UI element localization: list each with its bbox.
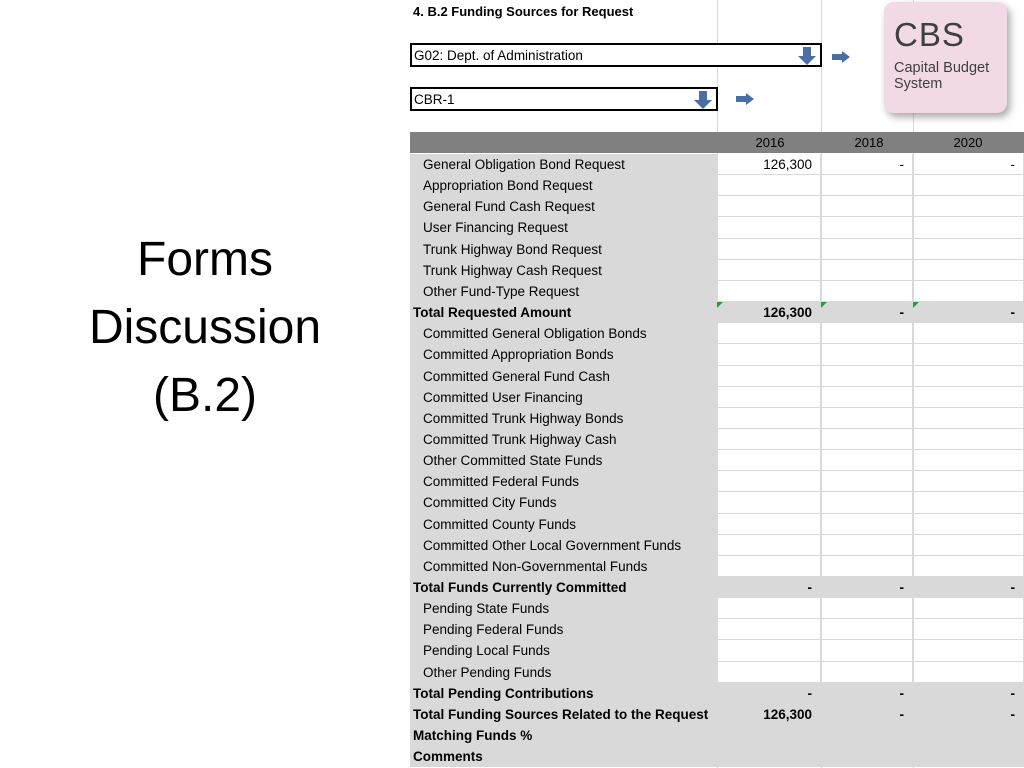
value-cell-2016[interactable]	[717, 598, 821, 619]
row-label: Committed Trunk Highway Cash	[410, 429, 717, 450]
value-cell-2018[interactable]	[821, 239, 913, 260]
value-cell-2020[interactable]	[913, 492, 1024, 513]
right-arrow-icon[interactable]	[736, 93, 754, 105]
cbs-logo	[884, 2, 1007, 113]
row-label: Committed Appropriation Bonds	[410, 344, 717, 365]
value-cell-2016[interactable]	[717, 746, 821, 767]
year-header-bar	[410, 132, 1024, 153]
slide-title	[60, 226, 350, 430]
row-cells	[717, 239, 1024, 260]
value-cell-2020[interactable]	[913, 260, 1024, 281]
row-cells	[717, 598, 1024, 619]
value-cell-2016[interactable]	[717, 725, 821, 746]
row-label: Committed User Financing	[410, 387, 717, 408]
table-row	[410, 471, 1024, 492]
row-label: Trunk Highway Cash Request	[410, 260, 717, 281]
value-cell-2016[interactable]	[717, 492, 821, 513]
value-cell-2016[interactable]	[717, 196, 821, 217]
value-cell-2020[interactable]	[913, 514, 1024, 535]
table-row	[410, 154, 1024, 175]
row-label: Trunk Highway Bond Request	[410, 239, 717, 260]
table-row	[410, 619, 1024, 640]
row-label: Committed Non-Governmental Funds	[410, 556, 717, 577]
value-cell-2020[interactable]	[913, 408, 1024, 429]
row-cells	[717, 175, 1024, 196]
value-cell-2020[interactable]	[913, 535, 1024, 556]
value-cell-2018[interactable]	[821, 196, 913, 217]
value-cell-2018[interactable]	[821, 535, 913, 556]
value-cell-2016[interactable]: 126,300	[763, 305, 812, 321]
row-cells	[717, 344, 1024, 365]
value-cell-2018[interactable]	[821, 619, 913, 640]
value-cell-2020[interactable]	[913, 598, 1024, 619]
row-cells	[717, 640, 1024, 661]
row-label: General Fund Cash Request	[410, 196, 717, 217]
row-label: Committed Other Local Government Funds	[410, 535, 717, 556]
row-cells	[717, 196, 1024, 217]
table-row	[410, 662, 1024, 683]
value-cell-2016[interactable]	[717, 450, 821, 471]
comment-indicator-icon	[913, 302, 919, 308]
comment-indicator-icon	[821, 302, 827, 308]
row-cells	[717, 619, 1024, 640]
value-cell-2016[interactable]	[717, 556, 821, 577]
value-cell-2016[interactable]: 126,300	[763, 706, 812, 722]
row-label: Committed City Funds	[410, 492, 717, 513]
row-label: Total Funds Currently Committed	[410, 577, 717, 598]
table-row	[410, 492, 1024, 513]
row-cells	[717, 323, 1024, 344]
row-cells	[717, 387, 1024, 408]
table-row	[410, 196, 1024, 217]
value-cell-2020[interactable]	[913, 619, 1024, 640]
section-title: 4. B.2 Funding Sources for Request	[413, 4, 634, 19]
value-cell-2018[interactable]: -	[899, 706, 904, 722]
year-header-1: 2016	[755, 135, 785, 150]
value-cell-2020[interactable]: -	[1010, 706, 1015, 722]
value-cell-2016[interactable]	[717, 344, 821, 365]
value-cell-2016[interactable]	[717, 662, 821, 683]
table-row	[410, 344, 1024, 365]
table-total-row	[410, 725, 1024, 746]
value-cell-2018[interactable]: -	[899, 580, 904, 595]
value-cell-2020[interactable]	[913, 281, 1024, 302]
table-row	[410, 281, 1024, 302]
value-cell-2016[interactable]	[717, 260, 821, 281]
value-cell-2020[interactable]	[913, 366, 1024, 387]
table-total-row	[410, 746, 1024, 767]
value-cell-2018[interactable]: -	[899, 685, 904, 701]
value-cell-2020[interactable]: -	[1010, 305, 1015, 321]
row-label: Total Funding Sources Related to the Request	[410, 704, 717, 725]
value-cell-2020[interactable]: -	[1010, 580, 1015, 595]
value-cell-2018[interactable]	[821, 598, 913, 619]
agency-dropdown-value: G02: Dept. of Administration	[414, 48, 583, 63]
value-cell-2020[interactable]: -	[913, 154, 1024, 175]
row-cells	[717, 450, 1024, 471]
row-cells	[717, 366, 1024, 387]
value-cell-2016[interactable]	[717, 281, 821, 302]
value-cell-2018[interactable]	[821, 323, 913, 344]
table-row	[410, 387, 1024, 408]
row-label: Total Pending Contributions	[410, 683, 717, 704]
value-cell-2016[interactable]	[717, 514, 821, 535]
value-cell-2016[interactable]: 126,300	[717, 154, 821, 175]
down-arrow-icon	[797, 46, 817, 66]
table-row	[410, 366, 1024, 387]
value-cell-2018[interactable]	[821, 366, 913, 387]
value-cell-2018[interactable]	[821, 429, 913, 450]
table-row	[410, 175, 1024, 196]
table-row	[410, 535, 1024, 556]
row-label: Committed Federal Funds	[410, 471, 717, 492]
row-label: Other Fund-Type Request	[410, 281, 717, 302]
value-cell-2016[interactable]	[717, 175, 821, 196]
value-cell-2016[interactable]	[717, 535, 821, 556]
comment-indicator-icon	[717, 302, 723, 308]
row-cells	[717, 514, 1024, 535]
value-cell-2020[interactable]	[913, 323, 1024, 344]
row-label: Other Committed State Funds	[410, 450, 717, 471]
value-cell-2018[interactable]	[821, 175, 913, 196]
slide-title-line-3: (B.2)	[152, 369, 257, 422]
value-cell-2020[interactable]: -	[1010, 685, 1015, 701]
row-label: Pending State Funds	[410, 598, 717, 619]
value-cell-2018[interactable]	[821, 408, 913, 429]
row-cells	[717, 662, 1024, 683]
value-cell-2018[interactable]	[821, 344, 913, 365]
row-cells	[717, 154, 1024, 175]
value-cell-2018[interactable]	[821, 450, 913, 471]
slide-title-line-1: Forms	[137, 233, 273, 286]
row-cells	[717, 683, 1024, 704]
row-cells	[717, 577, 1024, 598]
table-row	[410, 598, 1024, 619]
value-cell-2016[interactable]	[717, 323, 821, 344]
value-cell-2016[interactable]	[717, 217, 821, 238]
value-cell-2016[interactable]	[717, 471, 821, 492]
value-cell-2016[interactable]	[717, 429, 821, 450]
row-label: Pending Local Funds	[410, 640, 717, 661]
table-total-row	[410, 577, 1024, 598]
value-cell-2020[interactable]	[913, 450, 1024, 471]
value-cell-2020[interactable]	[913, 662, 1024, 683]
value-cell-2016[interactable]	[717, 408, 821, 429]
value-cell-2018[interactable]	[821, 260, 913, 281]
row-label: Comments	[410, 746, 717, 767]
spreadsheet	[410, 0, 1024, 768]
value-cell-2018[interactable]	[821, 281, 913, 302]
value-cell-2020[interactable]	[913, 725, 1024, 746]
row-cells	[717, 556, 1024, 577]
slide-title-line-2: Discussion	[88, 301, 322, 354]
logo-subtitle-line-2: System	[894, 76, 943, 92]
table-total-row	[410, 704, 1024, 725]
value-cell-2020[interactable]	[913, 217, 1024, 238]
value-cell-2020[interactable]	[913, 746, 1024, 767]
value-cell-2018[interactable]	[821, 514, 913, 535]
row-label: General Obligation Bond Request	[410, 154, 717, 175]
logo-main-text: CBS	[894, 16, 965, 53]
value-cell-2020[interactable]	[913, 471, 1024, 492]
row-cells	[717, 281, 1024, 302]
right-arrow-icon[interactable]	[832, 51, 850, 63]
value-cell-2020[interactable]	[913, 175, 1024, 196]
project-dropdown[interactable]	[410, 87, 718, 111]
row-cells	[717, 725, 1024, 746]
value-cell-2018[interactable]	[821, 662, 913, 683]
value-cell-2018[interactable]	[821, 471, 913, 492]
value-cell-2016[interactable]: -	[807, 580, 812, 595]
row-label: Total Requested Amount	[410, 302, 717, 323]
row-label: Pending Federal Funds	[410, 619, 717, 640]
row-label: Committed General Fund Cash	[410, 366, 717, 387]
table-row	[410, 450, 1024, 471]
row-label: User Financing Request	[410, 217, 717, 238]
table-total-row	[410, 683, 1024, 704]
row-cells	[717, 471, 1024, 492]
row-label: Appropriation Bond Request	[410, 175, 717, 196]
value-cell-2016[interactable]	[717, 366, 821, 387]
table-row	[410, 429, 1024, 450]
row-label: Committed General Obligation Bonds	[410, 323, 717, 344]
value-cell-2018[interactable]	[821, 725, 913, 746]
value-cell-2020[interactable]	[913, 196, 1024, 217]
table-row	[410, 217, 1024, 238]
value-cell-2020[interactable]	[913, 239, 1024, 260]
table-row	[410, 408, 1024, 429]
row-cells	[717, 704, 1024, 725]
table-row	[410, 640, 1024, 661]
logo-subtitle	[894, 60, 989, 92]
table-row	[410, 323, 1024, 344]
value-cell-2020[interactable]	[913, 640, 1024, 661]
value-cell-2016[interactable]	[717, 387, 821, 408]
value-cell-2016[interactable]	[717, 239, 821, 260]
down-arrow-icon	[693, 90, 713, 110]
row-cells	[717, 408, 1024, 429]
table-row	[410, 514, 1024, 535]
table-row	[410, 260, 1024, 281]
logo-subtitle-line-1: Capital Budget	[894, 60, 990, 76]
value-cell-2016[interactable]	[717, 619, 821, 640]
year-header-2: 2018	[854, 135, 884, 150]
value-cell-2018[interactable]	[821, 556, 913, 577]
table-row	[410, 239, 1024, 260]
value-cell-2020[interactable]	[913, 556, 1024, 577]
row-label: Matching Funds %	[410, 725, 717, 746]
agency-dropdown[interactable]	[410, 43, 822, 67]
project-dropdown-value: CBR-1	[414, 92, 455, 107]
row-cells	[717, 429, 1024, 450]
value-cell-2018[interactable]: -	[899, 305, 904, 321]
value-cell-2020[interactable]	[913, 344, 1024, 365]
row-cells	[717, 302, 1024, 323]
value-cell-2018[interactable]	[821, 640, 913, 661]
row-cells	[717, 260, 1024, 281]
table-row	[410, 556, 1024, 577]
row-label: Committed County Funds	[410, 514, 717, 535]
row-cells	[717, 217, 1024, 238]
value-cell-2018[interactable]	[821, 746, 913, 767]
row-cells	[717, 535, 1024, 556]
value-cell-2020[interactable]	[913, 387, 1024, 408]
table-total-row	[410, 302, 1024, 323]
row-label: Committed Trunk Highway Bonds	[410, 408, 717, 429]
row-label: Other Pending Funds	[410, 662, 717, 683]
year-header-3: 2020	[953, 135, 983, 150]
value-cell-2018[interactable]: -	[821, 154, 913, 175]
value-cell-2018[interactable]	[821, 217, 913, 238]
value-cell-2020[interactable]	[913, 429, 1024, 450]
row-cells	[717, 492, 1024, 513]
value-cell-2018[interactable]	[821, 387, 913, 408]
value-cell-2016[interactable]: -	[807, 685, 812, 701]
row-cells	[717, 746, 1024, 767]
value-cell-2016[interactable]	[717, 640, 821, 661]
value-cell-2018[interactable]	[821, 492, 913, 513]
